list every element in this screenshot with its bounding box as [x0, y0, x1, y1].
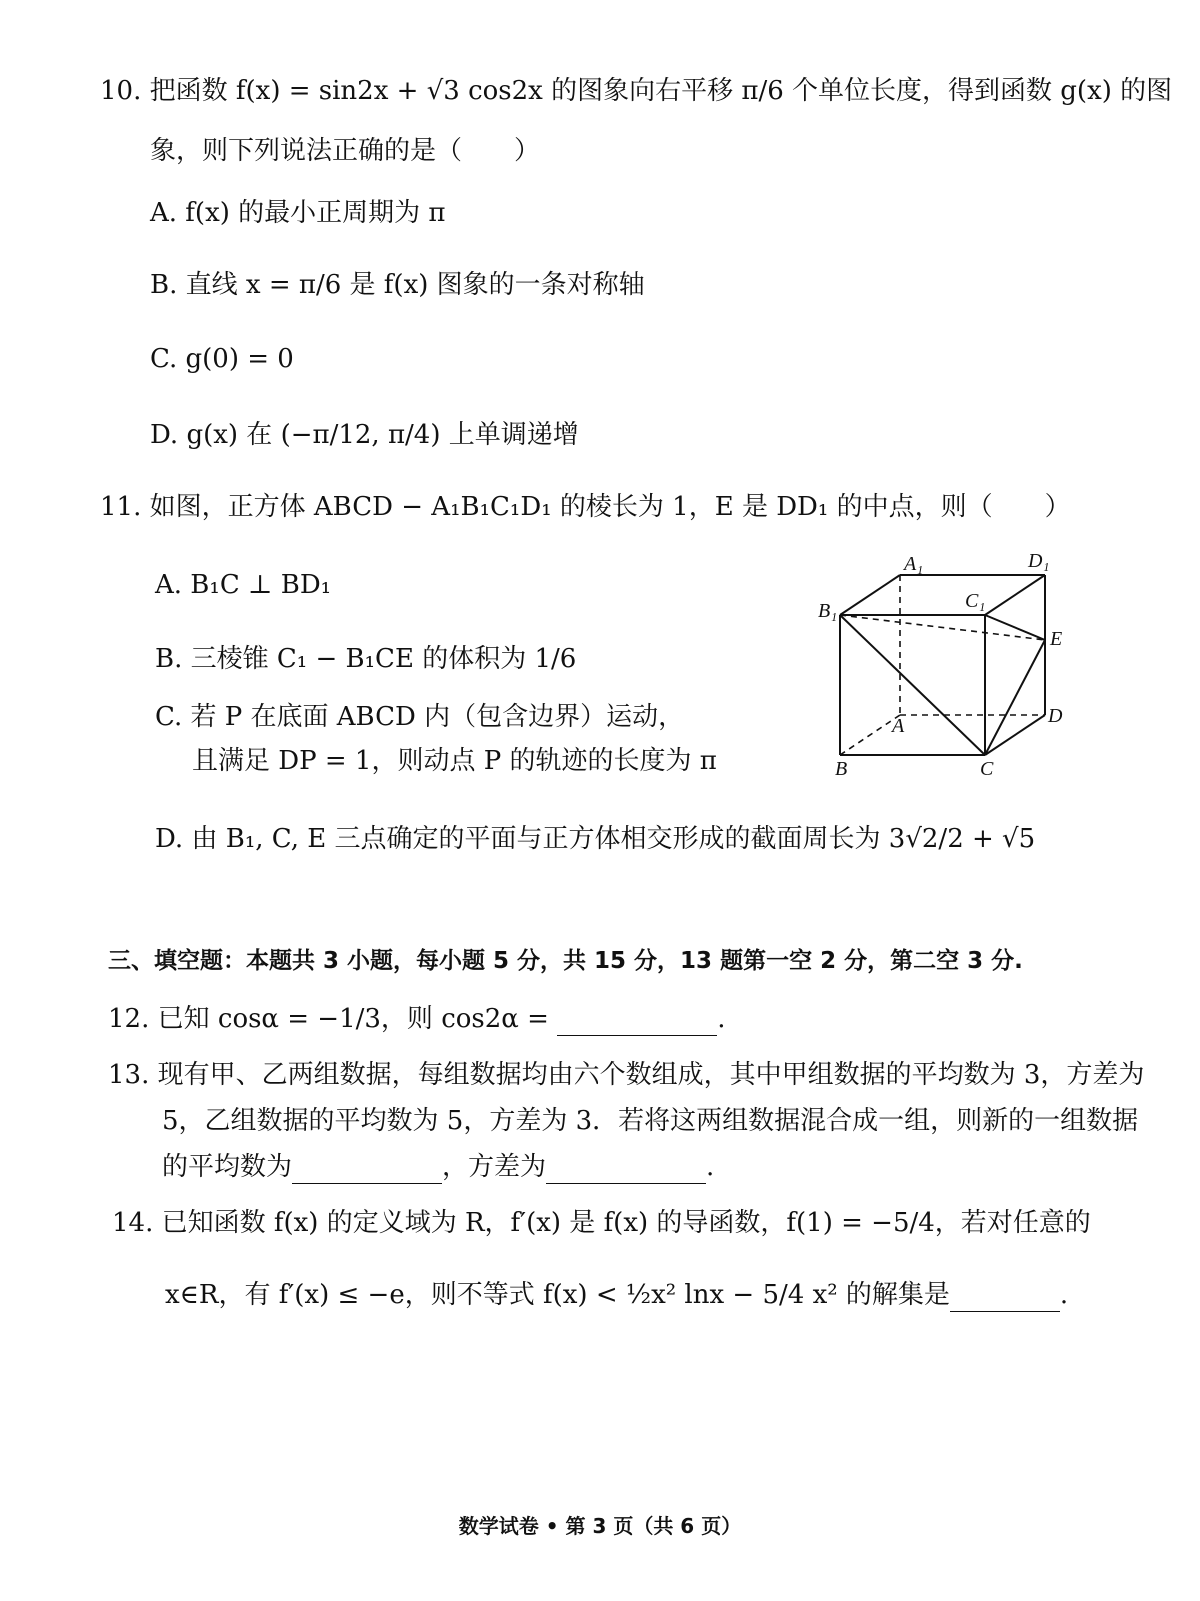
- q14-line1: 14. 已知函数 f(x) 的定义域为 R，f′(x) 是 f(x) 的导函数，f(1) = −5/4，若对任意的: [112, 1208, 1091, 1238]
- q13-line3: [162, 1150, 714, 1184]
- q11-stem: 如图，正方体 ABCD − A₁B₁C₁D₁ 的棱长为 1，E 是 DD₁ 的中点，则（ ）: [149, 492, 1071, 522]
- label-e: E: [1050, 628, 1063, 650]
- q11-option-b: B. 三棱锥 C₁ − B₁CE 的体积为 1/6: [155, 644, 577, 674]
- q13-end: .: [706, 1152, 715, 1182]
- q13-variance-blank[interactable]: [546, 1157, 706, 1184]
- label-b1: B₁: [818, 600, 838, 622]
- label-a1: A₁: [904, 553, 924, 575]
- q10-option-c: C. g(0) = 0: [150, 344, 294, 374]
- q14-answer-blank[interactable]: [950, 1285, 1060, 1312]
- q12-text: 12. 已知 cosα = −1/3，则 cos2α =: [108, 1004, 558, 1034]
- q10-option-b: B. 直线 x = π/6 是 f(x) 图象的一条对称轴: [150, 270, 645, 300]
- q10-number: 10.: [100, 76, 142, 106]
- q13-line1: 13. 现有甲、乙两组数据，每组数据均由六个数组成，其中甲组数据的平均数为 3，方差为: [108, 1060, 1145, 1090]
- q14-end: .: [1059, 1280, 1069, 1310]
- label-d1: D₁: [1028, 550, 1050, 572]
- q13-mean-label: 的平均数为: [162, 1152, 293, 1182]
- label-c: C: [980, 758, 994, 780]
- q11-line: [100, 490, 1071, 524]
- label-a: A: [892, 715, 905, 737]
- q10-stem-line1: 把函数 f(x) = sin2x + √3 cos2x 的图象向右平移 π/6 个单位长度，得到函数 g(x) 的图: [149, 76, 1173, 106]
- q13-variance-label: ，方差为: [442, 1152, 547, 1182]
- q12-end: .: [717, 1004, 726, 1034]
- q11-number: 11.: [100, 492, 142, 522]
- q10-stem-line2: 象，则下列说法正确的是（ ）: [150, 136, 541, 166]
- section-3-heading: 三、填空题：本题共 3 小题，每小题 5 分，共 15 分，13 题第一空 2 分，第二空 3 分.: [108, 948, 1023, 974]
- cube-figure: [800, 545, 1090, 785]
- q10-option-d: D. g(x) 在 (−π/12, π/4) 上单调递增: [150, 420, 579, 450]
- q12-line: [108, 1002, 725, 1036]
- q11-option-c2: 且满足 DP = 1，则动点 P 的轨迹的长度为 π: [192, 746, 717, 776]
- q13-line2: 5，乙组数据的平均数为 5，方差为 3．若将这两组数据混合成一组，则新的一组数据: [162, 1106, 1139, 1136]
- q14-condition: x∈R，有 f′(x) ≤ −e，则不等式 f(x) < ½x² lnx − 5/4 x² 的解集是: [165, 1280, 950, 1310]
- label-d: D: [1048, 705, 1063, 727]
- q10-option-a: A. f(x) 的最小正周期为 π: [150, 198, 446, 228]
- label-c1: C₁: [965, 590, 986, 612]
- q11-option-a: A. B₁C ⊥ BD₁: [155, 570, 332, 600]
- q10-line1: [100, 74, 1172, 108]
- q13-mean-blank[interactable]: [292, 1157, 442, 1184]
- page-footer: 数学试卷 • 第 3 页（共 6 页）: [458, 1514, 742, 1538]
- q11-option-d: D. 由 B₁, C, E 三点确定的平面与正方体相交形成的截面周长为 3√2/2 + √5: [155, 824, 1036, 854]
- q12-answer-blank[interactable]: [557, 1009, 717, 1036]
- q14-line2: [165, 1278, 1068, 1312]
- label-b: B: [835, 758, 848, 780]
- q11-option-c1: C. 若 P 在底面 ABCD 内（包含边界）运动，: [155, 702, 685, 732]
